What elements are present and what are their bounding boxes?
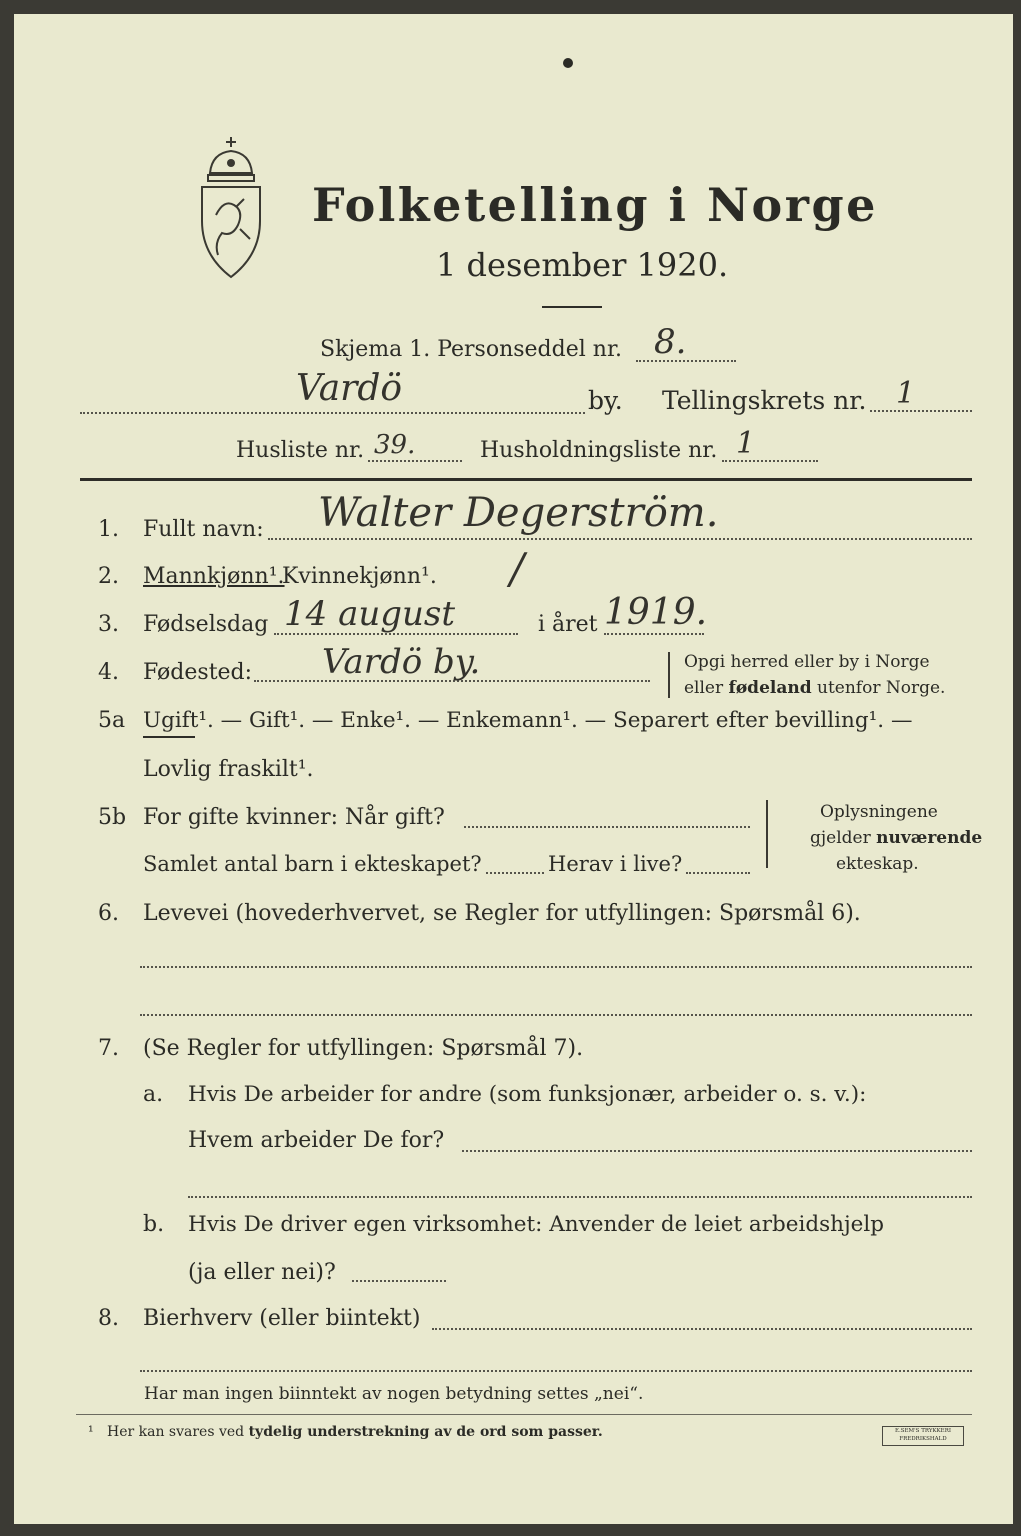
scan-edge-top <box>0 0 1021 14</box>
q4-note-line2 <box>684 678 945 698</box>
footnote-mark: ¹ <box>88 1424 94 1440</box>
q3-year-line <box>604 633 704 635</box>
q3-number: 3. <box>98 612 119 637</box>
footer-note: Har man ingen biinntekt av nogen betydning settes „nei“. <box>144 1384 644 1404</box>
q5b-alive-line <box>686 872 750 874</box>
q6-label: Levevei (hovederhvervet, se Regler for utfyllingen: Spørsmål 6). <box>143 901 861 926</box>
q5a-number: 5a <box>98 708 126 733</box>
coat-of-arms-icon <box>190 133 272 283</box>
husliste-line <box>368 460 462 462</box>
q7b-line1: Hvis De driver egen virksomhet: Anvender de leiet arbeidshjelp <box>188 1212 885 1237</box>
punch-dot <box>563 58 573 68</box>
q5b-number: 5b <box>98 805 127 830</box>
q5a-ugift-underline <box>143 736 195 738</box>
q1-label: Fullt navn: <box>143 517 264 542</box>
title-divider <box>542 306 602 308</box>
q5b-note3: ekteskap. <box>836 854 919 874</box>
q8-line1 <box>432 1328 972 1330</box>
printer-text: E.SEM'S TRYKKERI FREDRIKSHALD <box>894 1428 952 1442</box>
husliste-label: Husliste nr. <box>236 438 365 463</box>
husholdning-value: 1 <box>736 426 756 461</box>
q5b-line1: For gifte kvinner: Når gift? <box>143 805 445 830</box>
scan-edge-bottom <box>0 1524 1021 1536</box>
place-value: Vardö <box>296 368 403 409</box>
q7a-extra-line <box>188 1196 972 1198</box>
q1-line <box>268 538 972 540</box>
place-line <box>80 412 585 414</box>
q4-note-line1: Opgi herred eller by i Norge <box>684 652 930 672</box>
q5b-note-bracket <box>766 800 768 868</box>
q7a-number: a. <box>143 1082 164 1107</box>
q7b-line <box>352 1280 446 1282</box>
census-date: 1 desember 1920. <box>436 246 729 284</box>
q4-label: Fødested: <box>143 660 253 685</box>
header-divider <box>80 478 972 481</box>
q5a-line1: Ugift¹. — Gift¹. — Enke¹. — Enkemann¹. — Separert efter bevilling¹. — <box>143 708 913 733</box>
printer-stamp <box>882 1426 964 1446</box>
q6-number: 6. <box>98 901 119 926</box>
q2-female: Kvinnekjønn¹. <box>282 564 437 589</box>
q5b-line2a: Samlet antal barn i ekteskapet? <box>143 852 482 876</box>
husholdning-label: Husholdningsliste nr. <box>480 438 718 463</box>
q3-year-label: i året <box>538 612 598 637</box>
q4-note-bold: fødeland <box>728 678 812 698</box>
q5b-note2-pre: gjelder <box>810 828 871 848</box>
q6-line2 <box>140 1014 972 1016</box>
q4-value: Vardö by. <box>322 642 481 682</box>
q7b-line2: (ja eller nei)? <box>188 1260 336 1285</box>
q4-note-post: utenfor Norge. <box>817 678 946 698</box>
q8-label: Bierhverv (eller biintekt) <box>143 1306 421 1331</box>
tellingskrets-line <box>870 410 972 412</box>
q1-value: Walter Degerström. <box>318 490 719 536</box>
scan-edge-right <box>1013 0 1021 1536</box>
q5b-married-line <box>464 826 750 828</box>
q4-note-pre: eller <box>684 678 724 698</box>
q5b-note1: Oplysningene <box>820 802 938 822</box>
schema-label: Skjema 1. Personseddel nr. <box>320 337 623 362</box>
by-label: by. <box>588 386 623 415</box>
q3-year-value: 1919. <box>604 592 708 633</box>
form-title: Folketelling i Norge <box>312 178 878 232</box>
tellingskrets-value: 1 <box>896 376 916 411</box>
q3-day-value: 14 august <box>284 594 456 634</box>
q8-line2 <box>140 1370 972 1372</box>
footnote-pre: Her kan svares ved <box>106 1424 245 1440</box>
q6-line1 <box>140 966 972 968</box>
q7-number: 7. <box>98 1036 119 1061</box>
q5b-note2-bold: nuværende <box>876 828 983 848</box>
q5a-line2: Lovlig fraskilt¹. <box>143 757 314 782</box>
q7-label: (Se Regler for utfyllingen: Spørsmål 7). <box>143 1036 584 1061</box>
q4-number: 4. <box>98 660 119 685</box>
q5b-note2 <box>810 828 982 848</box>
footer-divider <box>76 1414 972 1415</box>
q8-number: 8. <box>98 1306 119 1331</box>
q4-note-bracket <box>668 652 670 698</box>
q2-male: Mannkjønn¹. <box>143 564 285 589</box>
footnote <box>88 1424 603 1440</box>
q2-mark: / <box>510 544 525 593</box>
q1-number: 1. <box>98 517 119 542</box>
scan-edge-left <box>0 0 14 1536</box>
q2-number: 2. <box>98 564 119 589</box>
husliste-value: 39. <box>374 430 416 460</box>
footnote-bold: tydelig understrekning av de ord som passer. <box>248 1424 603 1440</box>
q7a-line <box>462 1150 972 1152</box>
q3-label: Fødselsdag <box>143 612 269 637</box>
tellingskrets-label: Tellingskrets nr. <box>662 386 867 415</box>
personseddel-value: 8. <box>654 322 687 362</box>
q7a-line1: Hvis De arbeider for andre (som funksjonær, arbeider o. s. v.): <box>188 1082 867 1107</box>
q5b-line2b: Herav i live? <box>548 852 683 876</box>
q5b-children-line <box>486 872 544 874</box>
q7b-number: b. <box>143 1212 165 1237</box>
q7a-line2: Hvem arbeider De for? <box>188 1128 445 1153</box>
